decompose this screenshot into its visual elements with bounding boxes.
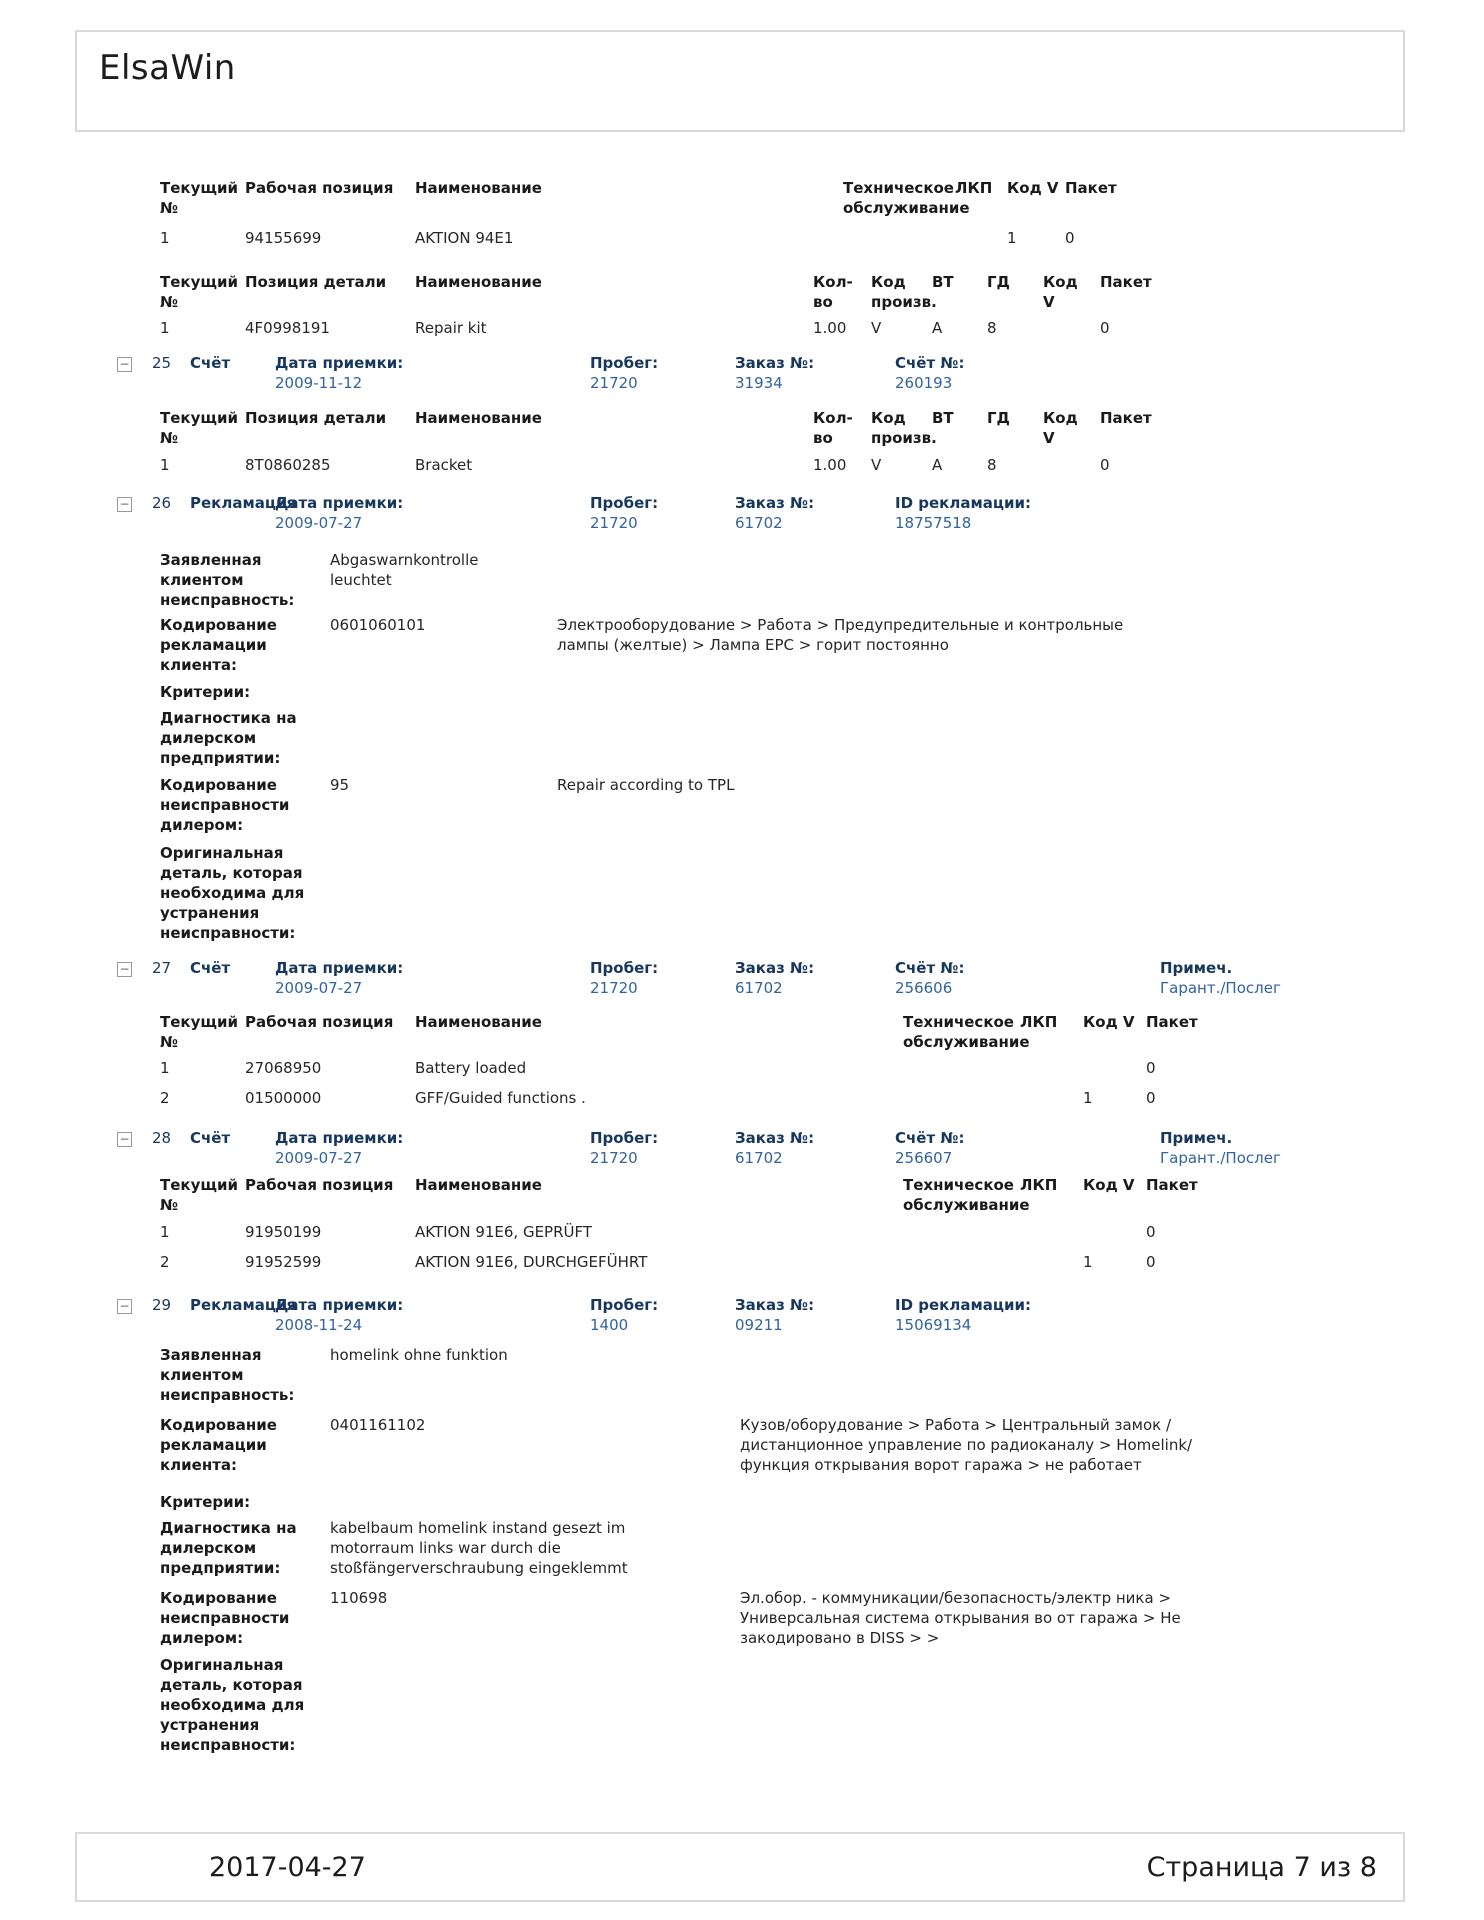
cell-name: Bracket [415, 456, 473, 474]
col-gd: ГД [987, 273, 1010, 291]
date-label: Дата приемки: [275, 1129, 404, 1147]
col-qty: Кол-во [813, 409, 853, 447]
criteria-label: Критерии: [160, 683, 251, 701]
claim-id-label: ID рекламации: [895, 494, 1031, 512]
section-type-label: Счёт [190, 959, 231, 977]
table-row [160, 1252, 1484, 1272]
cell-paket: 0 [1100, 456, 1110, 474]
claim-id-label: ID рекламации: [895, 1296, 1031, 1314]
section-number: 27 [152, 959, 172, 977]
col-seq: Текущий № [160, 179, 238, 217]
invoice-value: 256607 [895, 1149, 953, 1167]
cell-paket: 0 [1146, 1059, 1156, 1077]
claim-row-dealer-coding [160, 775, 1484, 835]
table-row [160, 455, 1484, 475]
order-label: Заказ №: [735, 959, 815, 977]
date-value: 2009-11-12 [275, 374, 363, 392]
cell-name: AKTION 91E6, GEPRÜFT [415, 1223, 593, 1241]
claim-row-customer-coding [160, 615, 1484, 675]
customer-fault-value: homelink ohne funktion [330, 1346, 508, 1364]
table-row [160, 1088, 1484, 1108]
section-row-29 [117, 1295, 1484, 1335]
cell-lkp [955, 228, 1007, 248]
date-label: Дата приемки: [275, 959, 404, 977]
claim-row-customer-coding [160, 1415, 1484, 1475]
criteria-label: Критерии: [160, 1493, 251, 1511]
col-seq: Текущий № [160, 1176, 238, 1214]
date-value: 2008-11-24 [275, 1316, 363, 1334]
order-value: 31934 [735, 374, 783, 392]
order-value: 61702 [735, 1149, 783, 1167]
claim-row-customer-fault [160, 550, 1484, 610]
dealer-diagnosis-label: Диагностика на дилерском предприятии: [160, 709, 297, 767]
dealer-coding-code: 95 [330, 776, 350, 794]
note-value: Гарант./Послег [1160, 979, 1281, 997]
dealer-coding-desc: Repair according to TPL [557, 776, 735, 794]
mileage-label: Пробег: [590, 1296, 659, 1314]
dealer-coding-label: Кодирование неисправности дилером: [160, 1589, 290, 1647]
col-lkp: ЛКП [1020, 1176, 1058, 1194]
col-kod-v: Код V [1043, 273, 1078, 311]
cell-gd: 8 [987, 456, 997, 474]
col-vt: ВТ [932, 409, 954, 427]
col-work-pos: Рабочая позиция [245, 179, 394, 197]
mileage-label: Пробег: [590, 1129, 659, 1147]
invoice-label: Счёт №: [895, 354, 965, 372]
mileage-value: 21720 [590, 514, 638, 532]
cell-lkp [1020, 1058, 1083, 1078]
col-part-pos: Позиция детали [245, 273, 387, 291]
col-mfr-code: Код произв. [871, 273, 937, 311]
cell-mfr: V [871, 319, 882, 337]
page-footer-frame [75, 1832, 1405, 1902]
customer-fault-label: Заявленная клиентом неисправность: [160, 551, 295, 609]
customer-coding-desc: Кузов/оборудование > Работа > Центральный замок / дистанционное управление по радиоканалу > Homelink/функция открывания ворот гаража > не работает [740, 1416, 1193, 1474]
cell-qty: 1.00 [813, 456, 847, 474]
report-content [0, 178, 1484, 1755]
cell-kod-v: 1 [1007, 229, 1017, 247]
mileage-label: Пробег: [590, 959, 659, 977]
cell-seq: 2 [160, 1253, 170, 1271]
claim-row-criteria [160, 1492, 1484, 1512]
order-label: Заказ №: [735, 494, 815, 512]
cell-pos: 91950199 [245, 1223, 322, 1241]
cell-qty: 1.00 [813, 319, 847, 337]
parts-table-top [160, 272, 1484, 338]
cell-kod-v [1043, 318, 1100, 338]
cell-vt: A [932, 319, 943, 337]
customer-coding-desc: Электрооборудование > Работа > Предупредительные и контрольные лампы (желтые) > Лампа EPC > горит постоянно [557, 616, 1124, 654]
col-work-pos: Рабочая позиция [245, 1176, 394, 1194]
invoice-value: 260193 [895, 374, 953, 392]
cell-seq: 1 [160, 229, 170, 247]
cell-seq: 1 [160, 1059, 170, 1077]
table-header-row [160, 272, 1484, 312]
col-part-pos: Позиция детали [245, 409, 387, 427]
cell-paket: 0 [1100, 319, 1110, 337]
table-header-row [160, 408, 1484, 448]
cell-kod-v: 1 [1083, 1089, 1093, 1107]
work-positions-table-27 [160, 1012, 1484, 1108]
mileage-value: 21720 [590, 979, 638, 997]
section-row-27 [117, 958, 1484, 998]
cell-mfr: V [871, 456, 882, 474]
section-type-label: Счёт [190, 1129, 231, 1147]
cell-seq: 1 [160, 319, 170, 337]
mileage-value: 21720 [590, 374, 638, 392]
col-kod-v: Код V [1083, 1176, 1135, 1194]
date-value: 2009-07-27 [275, 514, 363, 532]
customer-coding-code: 0401161102 [330, 1416, 426, 1434]
collapse-minus-icon[interactable]: − [117, 357, 132, 372]
claim-id-value: 18757518 [895, 514, 972, 532]
dealer-coding-label: Кодирование неисправности дилером: [160, 776, 290, 834]
footer-page-number: Страница 7 из 8 [1146, 1851, 1377, 1883]
date-value: 2009-07-27 [275, 979, 363, 997]
cell-tech [903, 1088, 1020, 1108]
mileage-label: Пробег: [590, 354, 659, 372]
order-label: Заказ №: [735, 354, 815, 372]
cell-seq: 1 [160, 1223, 170, 1241]
cell-gd: 8 [987, 319, 997, 337]
cell-paket: 0 [1065, 229, 1075, 247]
section-type-label: Рекламация [190, 1296, 297, 1314]
mileage-label: Пробег: [590, 494, 659, 512]
parts-table-25 [160, 408, 1484, 475]
original-part-label: Оригинальная деталь, которая необходима для устранения неисправности: [160, 1656, 305, 1754]
col-tech: Техническое обслуживание [843, 179, 970, 217]
col-paket: Пакет [1146, 1176, 1198, 1194]
customer-coding-code: 0601060101 [330, 616, 426, 634]
section-number: 25 [152, 354, 172, 372]
col-name: Наименование [415, 409, 542, 427]
order-label: Заказ №: [735, 1129, 815, 1147]
col-qty: Кол-во [813, 273, 853, 311]
col-seq: Текущий № [160, 273, 238, 311]
col-seq: Текущий № [160, 1013, 238, 1051]
note-label: Примеч. [1160, 959, 1233, 977]
cell-vt: A [932, 456, 943, 474]
cell-pos: 27068950 [245, 1059, 322, 1077]
cell-paket: 0 [1146, 1253, 1156, 1271]
cell-pos: 91952599 [245, 1253, 322, 1271]
cell-lkp [1020, 1088, 1083, 1108]
table-header-row [160, 1012, 1484, 1052]
cell-pos: 94155699 [245, 229, 322, 247]
table-row [160, 318, 1484, 338]
cell-kod-v [1043, 455, 1100, 475]
app-title: ElsaWin [99, 48, 236, 88]
section-number: 29 [152, 1296, 172, 1314]
invoice-label: Счёт №: [895, 959, 965, 977]
section-type-label: Счёт [190, 354, 231, 372]
col-paket: Пакет [1100, 273, 1152, 291]
cell-name: GFF/Guided functions . [415, 1089, 586, 1107]
claim-row-dealer-diagnosis [160, 1518, 1484, 1578]
collapse-minus-icon[interactable]: − [117, 962, 132, 977]
work-positions-table-28 [160, 1175, 1484, 1272]
mileage-value: 1400 [590, 1316, 629, 1334]
col-tech: Техническое обслуживание [903, 1013, 1030, 1051]
collapse-minus-icon[interactable]: − [117, 1299, 132, 1314]
cell-pos: 8T0860285 [245, 456, 331, 474]
order-value: 09211 [735, 1316, 783, 1334]
date-label: Дата приемки: [275, 1296, 404, 1314]
table-header-row [160, 178, 1484, 218]
section-number: 26 [152, 494, 172, 512]
dealer-diagnosis-value: kabelbaum homelink instand gesezt im motorraum links war durch die stoßfängerverschraubung eingeklemmt [330, 1519, 628, 1577]
cell-lkp [1020, 1222, 1083, 1242]
collapse-minus-icon[interactable]: − [117, 497, 132, 512]
claim-id-value: 15069134 [895, 1316, 972, 1334]
table-row [160, 1222, 1484, 1242]
col-name: Наименование [415, 1013, 542, 1031]
claim-row-dealer-diagnosis [160, 708, 1484, 768]
customer-coding-label: Кодирование рекламации клиента: [160, 616, 277, 674]
collapse-minus-icon[interactable]: − [117, 1132, 132, 1147]
date-label: Дата приемки: [275, 354, 404, 372]
cell-name: AKTION 91E6, DURCHGEFÜHRT [415, 1253, 648, 1271]
cell-tech [903, 1252, 1020, 1272]
order-label: Заказ №: [735, 1296, 815, 1314]
cell-tech [903, 1222, 1020, 1242]
cell-name: Repair kit [415, 319, 487, 337]
cell-kod-v: 1 [1083, 1253, 1093, 1271]
table-row [160, 1058, 1484, 1078]
col-mfr-code: Код произв. [871, 409, 937, 447]
customer-fault-label: Заявленная клиентом неисправность: [160, 1346, 295, 1404]
col-paket: Пакет [1100, 409, 1152, 427]
dealer-diagnosis-label: Диагностика на дилерском предприятии: [160, 1519, 297, 1577]
customer-coding-label: Кодирование рекламации клиента: [160, 1416, 277, 1474]
note-label: Примеч. [1160, 1129, 1233, 1147]
section-row-25 [117, 353, 1484, 393]
section-type-label: Рекламация [190, 494, 297, 512]
col-kod-v: Код V [1043, 409, 1078, 447]
section-number: 28 [152, 1129, 172, 1147]
cell-kod-v [1083, 1058, 1146, 1078]
dealer-coding-desc: Эл.обор. - коммуникации/безопасность/электр ника > Универсальная система открывания во от гаража > Не закодировано в DISS > > [740, 1589, 1181, 1647]
col-tech: Техническое обслуживание [903, 1176, 1030, 1214]
cell-name: Battery loaded [415, 1059, 527, 1077]
cell-tech [843, 228, 955, 248]
date-value: 2009-07-27 [275, 1149, 363, 1167]
col-work-pos: Рабочая позиция [245, 1013, 394, 1031]
work-positions-table-top [160, 178, 1484, 248]
col-name: Наименование [415, 1176, 542, 1194]
order-value: 61702 [735, 979, 783, 997]
original-part-label: Оригинальная деталь, которая необходима для устранения неисправности: [160, 844, 305, 942]
table-header-row [160, 1175, 1484, 1215]
cell-paket: 0 [1146, 1223, 1156, 1241]
cell-pos: 01500000 [245, 1089, 322, 1107]
date-label: Дата приемки: [275, 494, 404, 512]
cell-name: AKTION 94E1 [415, 229, 514, 247]
col-kod-v: Код V [1007, 179, 1059, 197]
order-value: 61702 [735, 514, 783, 532]
invoice-label: Счёт №: [895, 1129, 965, 1147]
dealer-coding-code: 110698 [330, 1589, 388, 1607]
cell-seq: 1 [160, 456, 170, 474]
col-gd: ГД [987, 409, 1010, 427]
cell-pos: 4F0998191 [245, 319, 330, 337]
mileage-value: 21720 [590, 1149, 638, 1167]
cell-seq: 2 [160, 1089, 170, 1107]
col-vt: ВТ [932, 273, 954, 291]
section-row-26 [117, 493, 1484, 533]
col-name: Наименование [415, 273, 542, 291]
section-row-28 [117, 1128, 1484, 1168]
footer-date: 2017-04-27 [209, 1851, 366, 1883]
claim-row-original-part [160, 1655, 1484, 1755]
col-lkp: ЛКП [1020, 1013, 1058, 1031]
note-value: Гарант./Послег [1160, 1149, 1281, 1167]
claim-row-original-part [160, 843, 1484, 943]
claim-row-customer-fault [160, 1345, 1484, 1405]
col-kod-v: Код V [1083, 1013, 1135, 1031]
cell-tech [903, 1058, 1020, 1078]
claim-row-criteria [160, 682, 1484, 702]
cell-kod-v [1083, 1222, 1146, 1242]
cell-paket: 0 [1146, 1089, 1156, 1107]
col-name: Наименование [415, 179, 542, 197]
col-paket: Пакет [1065, 179, 1117, 197]
customer-fault-value: Abgaswarnkontrolle leuchtet [330, 551, 479, 589]
col-lkp: ЛКП [955, 179, 993, 197]
app-header-frame [75, 30, 1405, 132]
col-paket: Пакет [1146, 1013, 1198, 1031]
claim-row-dealer-coding [160, 1588, 1484, 1648]
cell-lkp [1020, 1252, 1083, 1272]
invoice-value: 256606 [895, 979, 953, 997]
col-seq: Текущий № [160, 409, 238, 447]
table-row [160, 228, 1484, 248]
